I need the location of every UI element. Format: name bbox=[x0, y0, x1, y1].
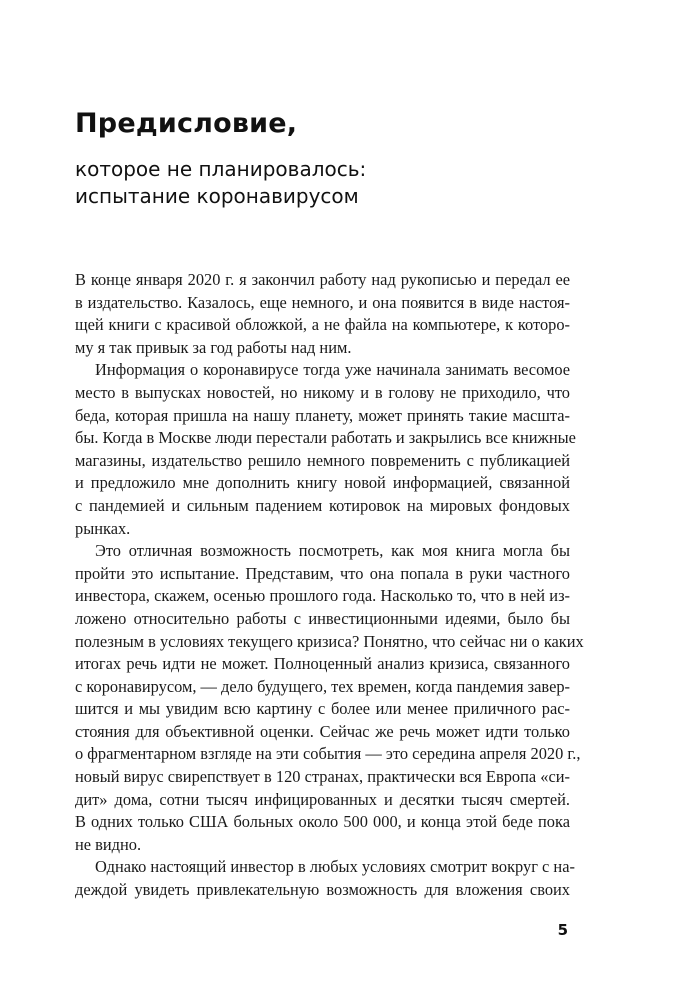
text-line: му я так привык за год работы над ним. bbox=[75, 337, 352, 357]
text-line: не видно. bbox=[75, 834, 142, 854]
text-line: деждой увидеть привлекательную возможность для вложения своих bbox=[75, 880, 570, 900]
paragraph-2 bbox=[75, 359, 576, 540]
paragraph-3 bbox=[75, 540, 584, 856]
text-line: пройти это испытание. Представим, что она попала в руки частного bbox=[75, 563, 570, 583]
paragraph-1 bbox=[75, 269, 570, 359]
text-line: и предложило мне дополнить книгу новой информацией, связанной bbox=[75, 473, 570, 493]
text-line: стояния для объективной оценки. Сейчас же речь может идти только bbox=[75, 721, 570, 741]
chapter-subtitle-line: которое не планировалось: bbox=[75, 157, 367, 181]
text-line: ложено относительно работы с инвестиционными идеями, было бы bbox=[75, 608, 570, 628]
text-line: о фрагментарном взгляде на эти события — это середина апреля 2020 г., bbox=[75, 744, 581, 764]
text-line: с пандемией и сильным падением котировок на мировых фондовых bbox=[75, 495, 570, 515]
text-line: в издательство. Казалось, еще немного, и она появится в виде настоя- bbox=[75, 292, 570, 312]
paragraph-4 bbox=[75, 856, 575, 901]
text-line: итогах речь идти не может. Полноценный анализ кризиса, связанного bbox=[75, 654, 570, 674]
text-line: Информация о коронавирусе тогда уже начинала занимать весомое bbox=[95, 360, 570, 380]
chapter-subtitle-line: испытание коронавирусом bbox=[75, 184, 359, 208]
text-line: бы. Когда в Москве люди перестали работать и закрылись все книжные bbox=[75, 428, 576, 448]
text-line: Однако настоящий инвестор в любых условиях смотрит вокруг с на- bbox=[95, 857, 575, 877]
text-line: полезным в условиях текущего кризиса? Понятно, что сейчас ни о каких bbox=[75, 631, 584, 651]
text-line: новый вирус свирепствует в 120 странах, практически вся Европа «си- bbox=[75, 767, 570, 787]
text-line: с коронавирусом, — дело будущего, тех времен, когда пандемия завер- bbox=[75, 676, 570, 696]
body-text bbox=[75, 269, 584, 902]
text-line: инвестора, скажем, осенью прошлого года. Насколько то, что в ней из- bbox=[75, 586, 570, 606]
text-line: место в выпусках новостей, но никому и в голову не приходило, что bbox=[75, 382, 570, 402]
text-line: В конце января 2020 г. я закончил работу над рукописью и передал ее bbox=[75, 270, 570, 289]
text-line: В одних только США больных около 500 000, и конца этой беде пока bbox=[75, 812, 570, 832]
chapter-title: Предисловие, bbox=[75, 108, 298, 139]
page-number: 5 bbox=[557, 921, 568, 939]
chapter-subtitle bbox=[75, 156, 366, 210]
text-line: шится и мы увидим всю картину с более или менее приличного рас- bbox=[75, 699, 570, 719]
text-line: щей книги с красивой обложкой, а не файла на компьютере, к которо- bbox=[75, 315, 570, 335]
text-line: Это отличная возможность посмотреть, как моя книга могла бы bbox=[95, 541, 570, 561]
text-line: беда, которая пришла на нашу планету, может принять такие масшта- bbox=[75, 405, 570, 425]
text-line: магазины, издательство решило немного повременить с публикацией bbox=[75, 450, 570, 470]
text-line: рынках. bbox=[75, 518, 131, 538]
text-line: дит» дома, сотни тысяч инфицированных и десятки тысяч смертей. bbox=[75, 789, 570, 809]
